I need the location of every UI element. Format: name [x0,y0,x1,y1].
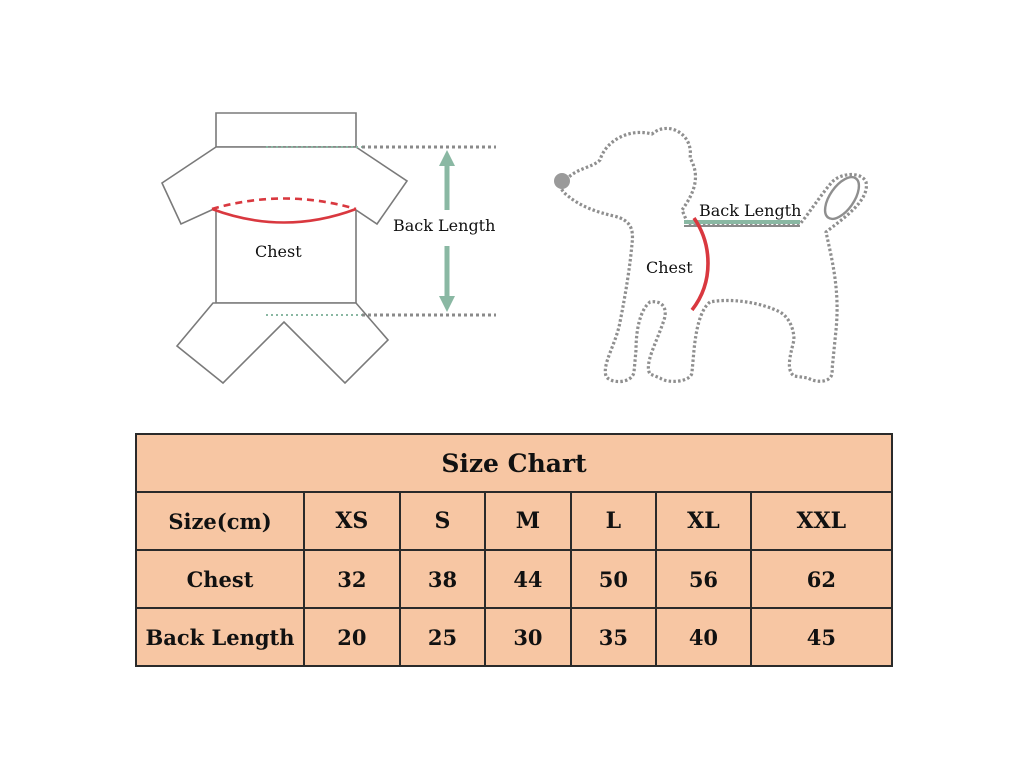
table-cell: 56 [656,550,751,608]
dog-back-length-measure [684,222,800,226]
table-cell: 45 [751,608,892,666]
dog-chest-label: Chest [646,258,693,277]
table-row-back-length [136,608,892,666]
table-row-chest [136,550,892,608]
size-header-cell: M [485,492,570,550]
row-label: Chest [136,550,304,608]
table-title-row [136,434,892,492]
table-cell: 44 [485,550,570,608]
table-cell: 30 [485,608,570,666]
table-cell: 25 [400,608,485,666]
dog-tail [818,171,865,224]
dog-outline [561,128,867,381]
row-label: Back Length [136,608,304,666]
size-header-cell: XS [304,492,400,550]
size-chart-table [135,433,893,667]
dog-chest-measure [692,218,708,310]
size-header-cell: S [400,492,485,550]
table-cell: 40 [656,608,751,666]
table-cell: 38 [400,550,485,608]
dog-back-length-label: Back Length [699,201,802,220]
table-cell: 50 [571,550,656,608]
header-size-label: Size(cm) [136,492,304,550]
size-header-cell: L [571,492,656,550]
table-cell: 35 [571,608,656,666]
arrow-up-icon [439,150,455,166]
arrow-down-icon [439,296,455,312]
table-title: Size Chart [136,434,892,492]
table-cell: 20 [304,608,400,666]
size-header-cell: XL [656,492,751,550]
table-cell: 32 [304,550,400,608]
garment-chest-label: Chest [255,242,302,261]
size-header-cell: XXL [751,492,892,550]
table-cell: 62 [751,550,892,608]
dog-nose-icon [554,173,570,189]
garment-back-length-label: Back Length [393,216,496,235]
table-header-row [136,492,892,550]
